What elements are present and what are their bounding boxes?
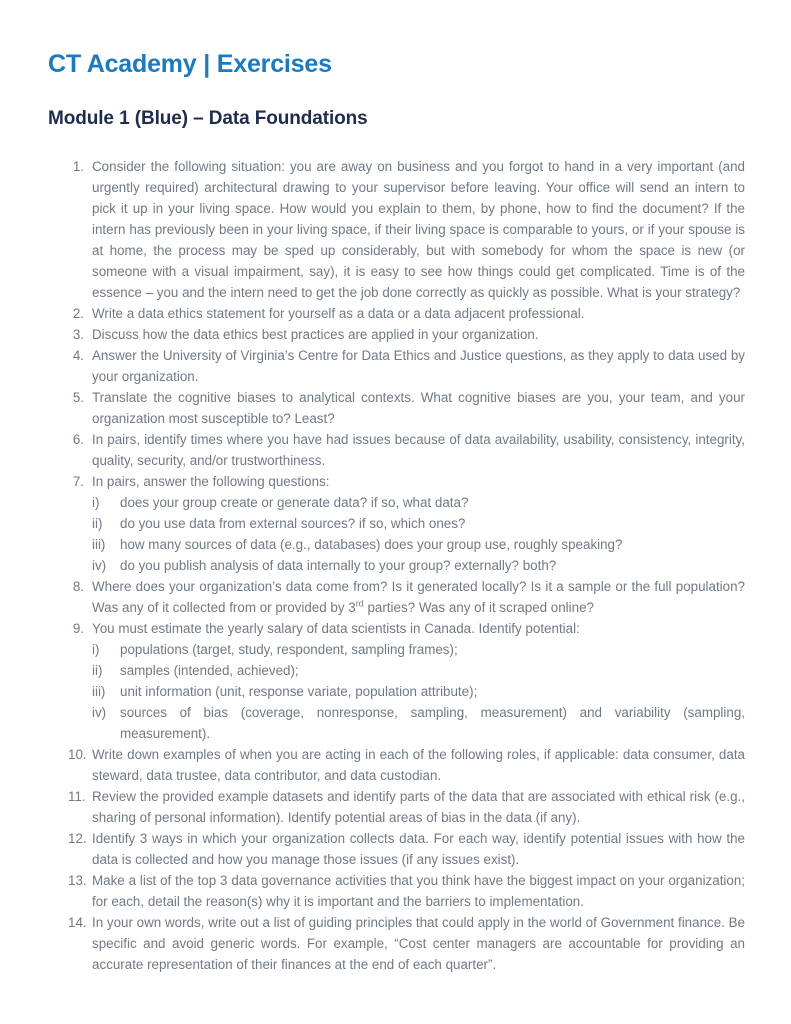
exercise-item-5	[68, 387, 745, 429]
subitem-text: do you publish analysis of data internally to your group? externally? both?	[120, 558, 557, 573]
subitem-marker: iii)	[92, 537, 106, 552]
item-text: In pairs, identify times where you have had issues because of data availability, usability, consistency, integrity, quality, security, and/or trustworthiness.	[92, 432, 745, 468]
exercise-item-9	[68, 618, 745, 744]
item-number: 11.	[68, 789, 86, 804]
item-number: 2.	[72, 306, 84, 321]
subitem-text: unit information (unit, response variate, population attribute);	[120, 684, 478, 699]
subitem-marker: iii)	[92, 684, 106, 699]
subitem-marker: iv)	[92, 558, 107, 573]
document-title: CT Academy | Exercises	[48, 50, 332, 78]
sublist	[92, 639, 745, 744]
subitem-text: do you use data from external sources? if so, which ones?	[120, 516, 466, 531]
item-lead-text: In pairs, answer the following questions:	[92, 474, 330, 489]
exercise-item-2	[68, 303, 745, 324]
subitem-text: sources of bias (coverage, nonresponse, sampling, measurement) and variability (sampling, measurement).	[120, 705, 745, 741]
item-lead-text: You must estimate the yearly salary of data scientists in Canada. Identify potential:	[92, 621, 580, 636]
item-number: 12.	[68, 831, 87, 846]
subitem-text: does your group create or generate data? if so, what data?	[120, 495, 469, 510]
item-text: Review the provided example datasets and identify parts of the data that are associated with ethical risk (e.g., sharing of personal information). Identify potential areas of bias in the data (if any).	[92, 789, 745, 825]
subitem	[92, 492, 745, 513]
item-number: 8.	[72, 579, 84, 594]
item-number: 5.	[72, 390, 84, 405]
subitem-text: samples (intended, achieved);	[120, 663, 299, 678]
item-number: 9.	[72, 621, 84, 636]
item-text	[92, 471, 745, 576]
exercise-item-8	[68, 576, 745, 618]
item-number: 3.	[72, 327, 84, 342]
item-number: 7.	[72, 474, 84, 489]
item-number: 1.	[72, 159, 84, 174]
subitem-marker: i)	[92, 642, 100, 657]
subitem	[92, 534, 745, 555]
exercise-item-3	[68, 324, 745, 345]
exercise-item-11	[68, 786, 745, 828]
subitem-marker: i)	[92, 495, 100, 510]
exercise-item-10	[68, 744, 745, 786]
module-heading: Module 1 (Blue) – Data Foundations	[48, 108, 368, 129]
item-text: Write down examples of when you are acting in each of the following roles, if applicable: data consumer, data steward, data trustee, data contributor, and data custodian.	[92, 747, 745, 783]
item-text: Make a list of the top 3 data governance activities that you think have the biggest impact on your organization; for each, detail the reason(s) why it is important and the barriers to implementation.	[92, 873, 745, 909]
item-text: Answer the University of Virginia’s Centre for Data Ethics and Justice questions, as they apply to data used by your organization.	[92, 348, 745, 384]
exercise-item-13	[68, 870, 745, 912]
subitem	[92, 639, 745, 660]
item-number: 4.	[72, 348, 84, 363]
item-text: Write a data ethics statement for yourself as a data or a data adjacent professional.	[92, 306, 585, 321]
subitem	[92, 681, 745, 702]
exercise-item-1	[68, 156, 745, 303]
item-text: In your own words, write out a list of guiding principles that could apply in the world of Government finance. Be specific and avoid generic words. For example, “Cost center managers are accountable for providing an accurate representation of their finances at the end of each quarter”.	[92, 915, 745, 972]
subitem	[92, 555, 745, 576]
item-text-post: parties? Was any of it scraped online?	[363, 600, 594, 615]
subitem-text: how many sources of data (e.g., databases) does your group use, roughly speaking?	[120, 537, 623, 552]
item-text: Discuss how the data ethics best practices are applied in your organization.	[92, 327, 539, 342]
exercise-item-7	[68, 471, 745, 576]
subitem	[92, 702, 745, 744]
subitem-marker: ii)	[92, 663, 103, 678]
exercise-list	[68, 156, 745, 975]
item-text: Identify 3 ways in which your organization collects data. For each way, identify potential issues with how the data is collected and how you manage those issues (if any issues exist).	[92, 831, 745, 867]
item-number: 14.	[68, 915, 87, 930]
item-text	[92, 618, 745, 744]
item-number: 13.	[68, 873, 87, 888]
exercise-item-12	[68, 828, 745, 870]
exercise-item-6	[68, 429, 745, 471]
subitem-marker: ii)	[92, 516, 103, 531]
item-number: 6.	[72, 432, 84, 447]
item-text	[92, 576, 745, 618]
subitem	[92, 660, 745, 681]
ordinal-superscript: rd	[355, 598, 364, 609]
item-number: 10.	[68, 747, 87, 762]
subitem-marker: iv)	[92, 705, 107, 720]
subitem-text: populations (target, study, respondent, sampling frames);	[120, 642, 458, 657]
subitem	[92, 513, 745, 534]
item-text-pre: Where does your organization’s data come from? Is it generated locally? Is it a sample or the full population? Was any of it collected from or provided by 3	[92, 579, 745, 615]
sublist	[92, 492, 745, 576]
exercise-item-14	[68, 912, 745, 975]
item-text: Consider the following situation: you are away on business and you forgot to hand in a very important (and urgently required) architectural drawing to your supervisor before leaving. Your office will send an intern to pick it up in your living space. How would you explain to them, by phone, how to find the document? If the intern has previously been in your living space, if their living space is comparable to yours, or if your spouse is at home, the process may be sped up considerably, but with somebody for whom the space is new (or someone with a visual impairment, say), it is easy to see how things could get complicated. Time is of the essence – you and the intern need to get the job done correctly as quickly as possible. What is your strategy?	[92, 159, 745, 300]
item-text: Translate the cognitive biases to analytical contexts. What cognitive biases are you, your team, and your organization most susceptible to? Least?	[92, 390, 745, 426]
exercise-item-4	[68, 345, 745, 387]
